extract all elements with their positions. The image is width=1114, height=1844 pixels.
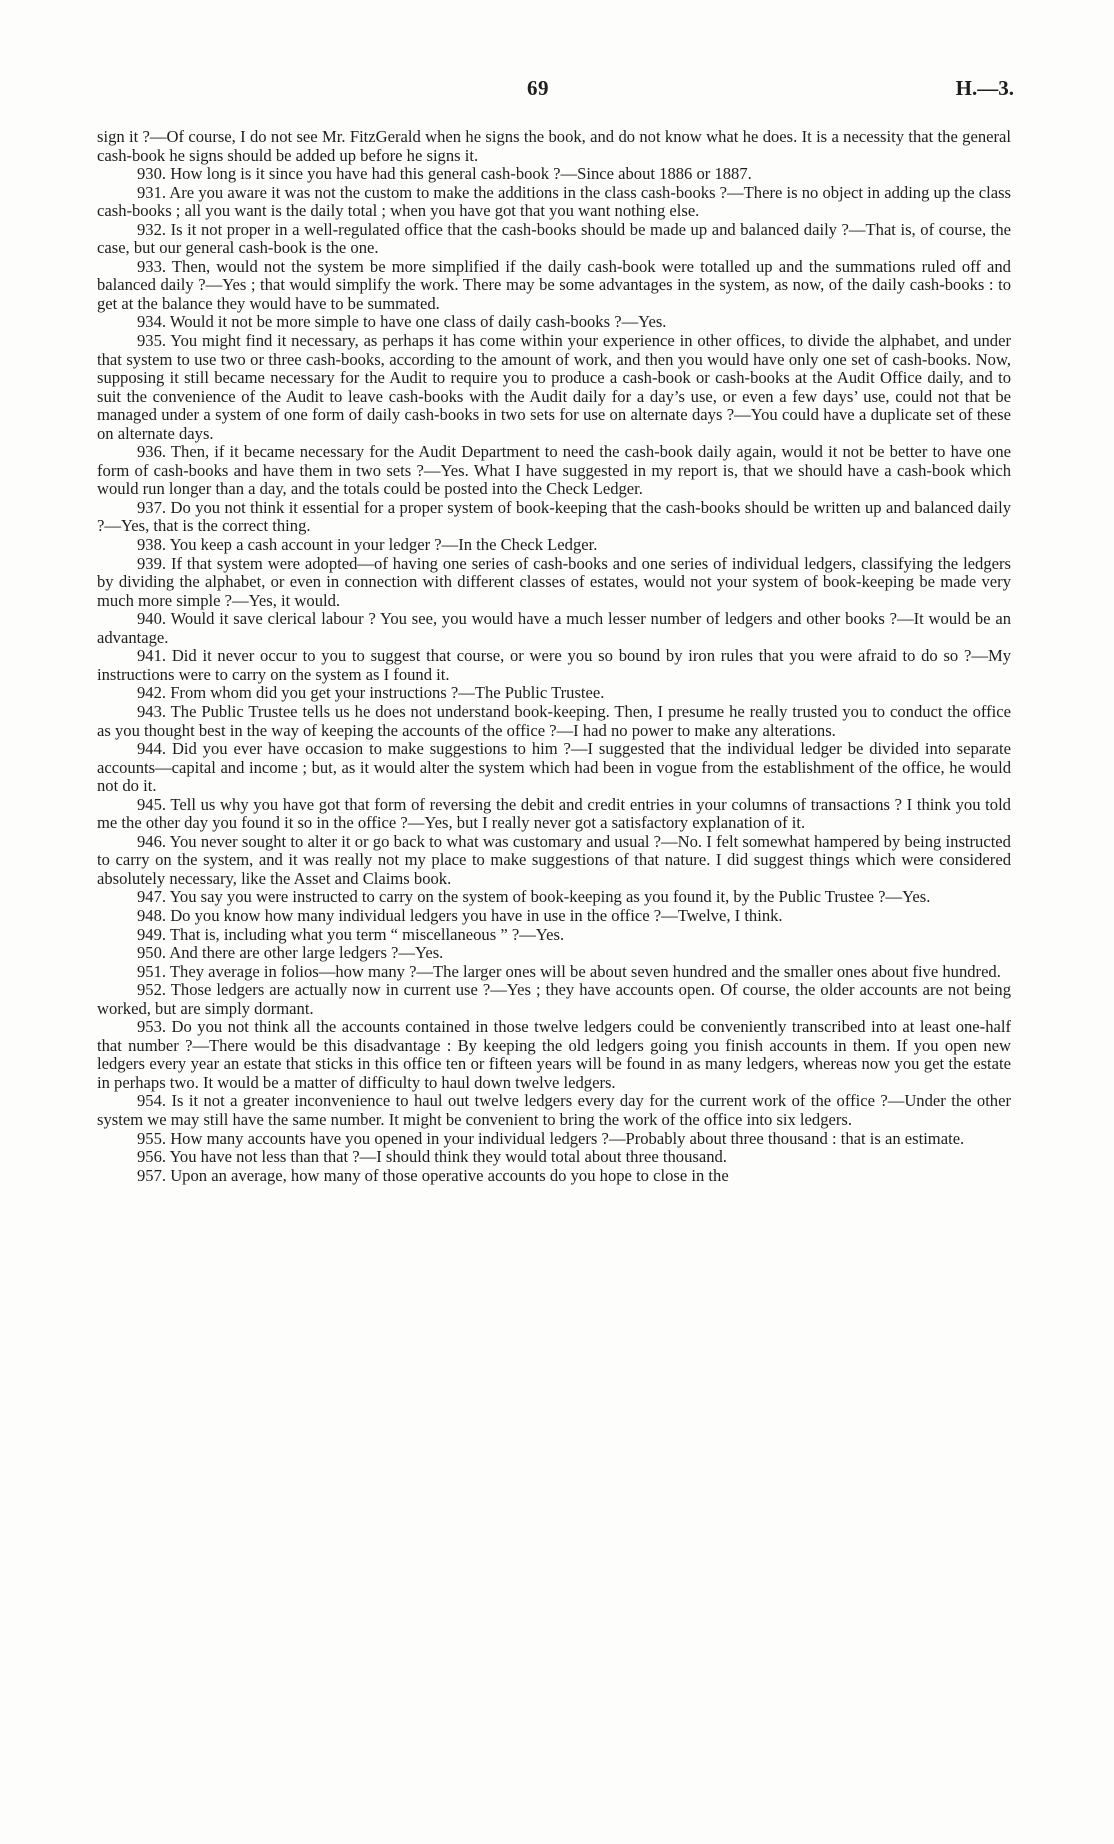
question-text: You say you were instructed to carry on the system of book-keeping as you found it, by the Public Trustee ?—Yes. [169,887,931,907]
question-number: 954. [137,1091,167,1111]
question-number: 937. [137,497,167,517]
question-text: The Public Trustee tells us he does not understand book-keeping. Then, I presume he really trusted you to conduct the office as you thought best in the way of keeping the accounts of the office ?—I had no power to make any alterations. [97,701,1011,740]
question-number: 930. [137,164,167,184]
question-text: Tell us why you have got that form of reversing the debit and credit entries in your columns of transactions ? I think you told me the other day you found it so in the office ?—Yes, but I really never got a satisfactory explanation of it. [97,794,1011,833]
question-paragraph [97,796,1011,833]
question-number: 945. [137,794,167,814]
question-number: 952. [137,980,167,1000]
question-paragraph [97,1167,1011,1186]
question-paragraph [97,610,1011,647]
question-paragraph [97,944,1011,963]
question-paragraph [97,1148,1011,1167]
question-number: 935. [137,331,167,351]
question-paragraph [97,499,1011,536]
question-number: 947. [137,887,167,907]
question-text: Then, if it became necessary for the Audit Department to need the cash-book daily again, would it not be better to have one form of cash-books and have them in two sets ?—Yes. What I have suggested in my report is, that we should have a cash-book which would run longer than a day, and the totals could be posted into the Check Ledger. [97,442,1011,499]
question-text: Would it save clerical labour ? You see, you would have a much lesser number of ledgers and other books ?—It would be an advantage. [97,609,1011,647]
question-text: Upon an average, how many of those operative accounts do you hope to close in the [170,1165,729,1185]
question-number: 953. [137,1017,167,1037]
question-text: You have not less than that ?—I should think they would total about three thousand. [169,1147,727,1167]
question-number: 938. [137,535,167,555]
question-text: You might find it necessary, as perhaps it has come within your experience in other offices, to divide the alphabet, and under that system to use two or three cash-books, according to the amount of work, and then you would have only one set of cash-books. Now, supposing it still became necessary for the Audit to require you to produce a cash-book or cash-books at the Audit Office daily, and to suit the convenience of the Audit to leave cash-books with the Audit daily for a day’s use, or even a few days’ use, could not that be managed under a system of one form of daily cash-books in two sets for use on alternate days ?—You could have a duplicate set of these on alternate days. [97,331,1011,443]
question-text: Did it never occur to you to suggest that course, or were you so bound by iron rules that you were afraid to do so ?—My instructions were to carry on the system as I found it. [97,646,1011,684]
question-paragraph [97,1092,1011,1129]
question-text: Would it not be more simple to have one class of daily cash-books ?—Yes. [169,312,667,332]
question-text: Are you aware it was not the custom to make the additions in the class cash-books ?—There is no object in adding up the class cash-books ; all you want is the daily total ; when you have got that you want nothing else. [97,182,1011,221]
question-number: 944. [137,739,167,759]
question-paragraph [97,313,1011,332]
question-paragraph [97,926,1011,945]
question-paragraph [97,443,1011,499]
question-text: Is it not proper in a well-regulated office that the cash-books should be made up and balanced daily ?—That is, of course, the case, but our general cash-book is the one. [97,219,1011,258]
question-number: 955. [137,1128,167,1148]
question-text: Those ledgers are actually now in current use ?—Yes ; they have accounts open. Of course, the older accounts are not being worked, but are simply dormant. [97,980,1011,1018]
question-text: You never sought to alter it or go back to what was customary and usual ?—No. I felt somewhat hampered by being instructed to carry on the system, and it was really not my place to make suggestions of that nature. I did suggest things which were considered absolutely necessary, like the Asset and Claims book. [97,831,1011,888]
question-paragraph [97,1018,1011,1092]
question-paragraph [97,165,1011,184]
question-number: 957. [137,1165,167,1185]
question-number: 956. [137,1147,167,1167]
question-number: 936. [137,442,167,462]
question-number: 933. [137,256,167,276]
question-text: Is it not a greater inconvenience to haul out twelve ledgers every day for the current work of the office ?—Under the other system we may still have the same number. It might be convenient to bring the work of the office into six ledgers. [97,1091,1011,1129]
question-paragraph [97,888,1011,907]
question-paragraph [97,555,1011,611]
question-number: 950. [137,943,167,963]
question-text: Do you know how many individual ledgers you have in use in the office ?—Twelve, I think. [170,905,783,925]
question-number: 943. [137,701,167,721]
question-number: 948. [137,905,167,925]
question-number: 941. [137,646,167,666]
question-paragraph [97,684,1011,703]
question-paragraph [97,981,1011,1018]
question-text: How many accounts have you opened in your individual ledgers ?—Probably about three thousand : that is an estimate. [170,1128,965,1148]
question-number: 949. [137,924,167,944]
question-paragraph [97,907,1011,926]
question-paragraph [97,184,1011,221]
question-number: 934. [137,312,167,332]
question-number: 951. [137,961,167,981]
question-text: From whom did you get your instructions ?—The Public Trustee. [170,683,605,703]
question-paragraph [97,740,1011,796]
question-paragraph [97,1130,1011,1149]
question-list [97,165,1011,1185]
question-text: You keep a cash account in your ledger ?—In the Check Ledger. [169,535,598,555]
question-paragraph [97,536,1011,555]
question-paragraph [97,258,1011,314]
question-number: 939. [137,553,167,573]
question-paragraph [97,332,1011,443]
page-number: 69 [527,76,549,100]
series-code: H.—3. [955,76,1014,100]
question-text: And there are other large ledgers ?—Yes. [169,943,444,963]
question-text: They average in folios—how many ?—The larger ones will be about seven hundred and the smaller ones about five hundred. [169,961,1001,981]
question-paragraph [97,963,1011,982]
question-text: If that system were adopted—of having one series of cash-books and one series of individual ledgers, classifying the ledgers by dividing the alphabet, or even in connection with different classes of estates, would not your system of book-keeping be made very much more simple ?—Yes, it would. [97,553,1011,610]
question-paragraph [97,221,1011,258]
question-number: 940. [137,609,167,629]
question-text: Do you not think it essential for a proper system of book-keeping that the cash-books should be written up and balanced daily ?—Yes, that is the correct thing. [97,497,1011,536]
question-paragraph [97,703,1011,740]
question-number: 931. [137,182,167,202]
question-text: That is, including what you term “ miscellaneous ” ?—Yes. [169,924,565,944]
question-paragraph [97,647,1011,684]
continuation-paragraph: sign it ?—Of course, I do not see Mr. FitzGerald when he signs the book, and do not know what he does. It is a necessity that the general cash-book he signs should be added up before he signs it. [97,127,1011,165]
question-text: Then, would not the system be more simplified if the daily cash-book were totalled up and the summations ruled off and balanced daily ?—Yes ; that would simplify the work. There may be some advantages in the system, as now, of the daily cash-books : to get at the balance they would have to be summated. [97,256,1011,313]
question-number: 946. [137,831,167,851]
question-text: Do you not think all the accounts contained in those twelve ledgers could be conveniently transcribed into at least one-half that number ?—There would be this disadvantage : By keeping the old ledgers going you finish accounts in them. If you open new ledgers every year an estate that sticks in this office ten or fifteen years will be found in as many ledgers, whereas now you get the estate in perhaps two. It would be a matter of difficulty to haul down twelve ledgers. [97,1017,1011,1092]
question-number: 942. [137,683,167,703]
question-text: Did you ever have occasion to make suggestions to him ?—I suggested that the individual ledger be divided into separate accounts—capital and income ; but, as it would alter the system which had been in vogue from the establishment of the office, he would not do it. [97,739,1011,796]
question-text: How long is it since you have had this general cash-book ?—Since about 1886 or 1887. [170,164,752,184]
question-paragraph [97,833,1011,889]
evidence-text [97,128,1011,1185]
question-number: 932. [137,219,167,239]
